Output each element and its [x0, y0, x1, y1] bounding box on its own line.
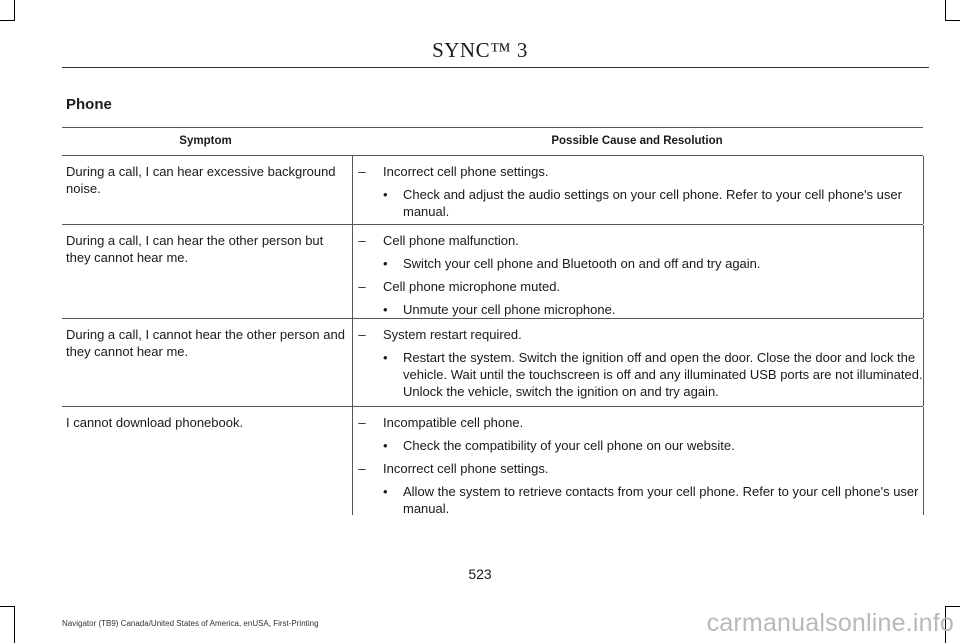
crop-mark-bottom-right-h — [945, 606, 960, 607]
troubleshooting-table — [62, 127, 923, 515]
remedy-text: Restart the system. Switch the ignition off and open the door. Close the door and lock the vehicle. Wait until the touchscreen is off and any illuminated USB ports are not illuminated. Unlock the vehicle, switch the ignition on and try again. — [403, 350, 923, 399]
remedy-item — [355, 483, 923, 517]
crop-mark-bottom-left-h — [0, 606, 15, 607]
bullet-marker: • — [383, 438, 388, 453]
cause-text: Incorrect cell phone settings. — [383, 164, 549, 179]
page-header-title: SYNC™ 3 — [432, 38, 528, 62]
table-row — [62, 407, 923, 515]
dash-marker: – — [358, 233, 366, 248]
printing-info: Navigator (TB9) Canada/United States of America, enUSA, First-Printing — [62, 619, 319, 628]
table-row — [62, 156, 923, 225]
cause-text: Incorrect cell phone settings. — [383, 461, 549, 476]
resolution-cell — [353, 407, 923, 515]
remedy-text: Unmute your cell phone microphone. — [403, 302, 616, 317]
dash-marker: – — [358, 164, 366, 179]
symptom-cell: During a call, I can hear excessive background noise. — [66, 164, 336, 196]
column-header-symptom: Symptom — [179, 135, 232, 147]
remedy-text: Check and adjust the audio settings on your cell phone. Refer to your cell phone's user manual. — [403, 187, 902, 219]
cause-item — [355, 414, 923, 431]
crop-mark-top-right-v — [945, 0, 946, 20]
table-right-border — [923, 225, 924, 318]
resolution-cell — [353, 319, 923, 406]
page-number: 523 — [468, 566, 492, 582]
resolution-cell — [353, 225, 923, 318]
cause-text: Cell phone malfunction. — [383, 233, 519, 248]
cause-item — [355, 163, 923, 180]
bullet-marker: • — [383, 350, 388, 365]
cause-item — [355, 278, 923, 295]
cause-text: Incompatible cell phone. — [383, 415, 524, 430]
cause-item — [355, 232, 923, 249]
bullet-marker: • — [383, 302, 388, 317]
table-right-border — [923, 156, 924, 224]
crop-mark-bottom-left-v — [14, 606, 15, 643]
symptom-cell: During a call, I can hear the other person but they cannot hear me. — [66, 233, 324, 265]
cause-text: Cell phone microphone muted. — [383, 279, 561, 294]
table-row — [62, 319, 923, 407]
remedy-text: Switch your cell phone and Bluetooth on and off and try again. — [403, 256, 761, 271]
header-rule — [62, 67, 929, 68]
cause-text: System restart required. — [383, 327, 522, 342]
symptom-cell: During a call, I cannot hear the other person and they cannot hear me. — [66, 327, 345, 359]
dash-marker: – — [358, 327, 366, 342]
symptom-cell: I cannot download phonebook. — [66, 415, 244, 430]
remedy-item — [355, 255, 923, 272]
remedy-text: Allow the system to retrieve contacts from your cell phone. Refer to your cell phone's user manual. — [403, 484, 919, 516]
dash-marker: – — [358, 279, 366, 294]
remedy-item — [355, 301, 923, 318]
bullet-marker: • — [383, 187, 388, 202]
watermark: carmanualsonline.info — [706, 609, 954, 637]
column-header-resolution: Possible Cause and Resolution — [551, 135, 723, 147]
remedy-item — [355, 437, 923, 454]
crop-mark-top-right-h — [945, 20, 960, 21]
cause-item — [355, 326, 923, 343]
crop-mark-top-left-v — [14, 0, 15, 20]
bullet-marker: • — [383, 484, 388, 499]
dash-marker: – — [358, 461, 366, 476]
crop-mark-top-left-h — [0, 20, 15, 21]
table-header-row — [62, 128, 923, 156]
remedy-item — [355, 186, 923, 220]
remedy-text: Check the compatibility of your cell phone on our website. — [403, 438, 735, 453]
table-row — [62, 225, 923, 319]
cause-item — [355, 460, 923, 477]
resolution-cell — [353, 156, 923, 224]
table-right-border — [923, 319, 924, 406]
section-heading: Phone — [66, 96, 112, 113]
table-right-border — [923, 407, 924, 515]
remedy-item — [355, 349, 923, 400]
dash-marker: – — [358, 415, 366, 430]
bullet-marker: • — [383, 256, 388, 271]
